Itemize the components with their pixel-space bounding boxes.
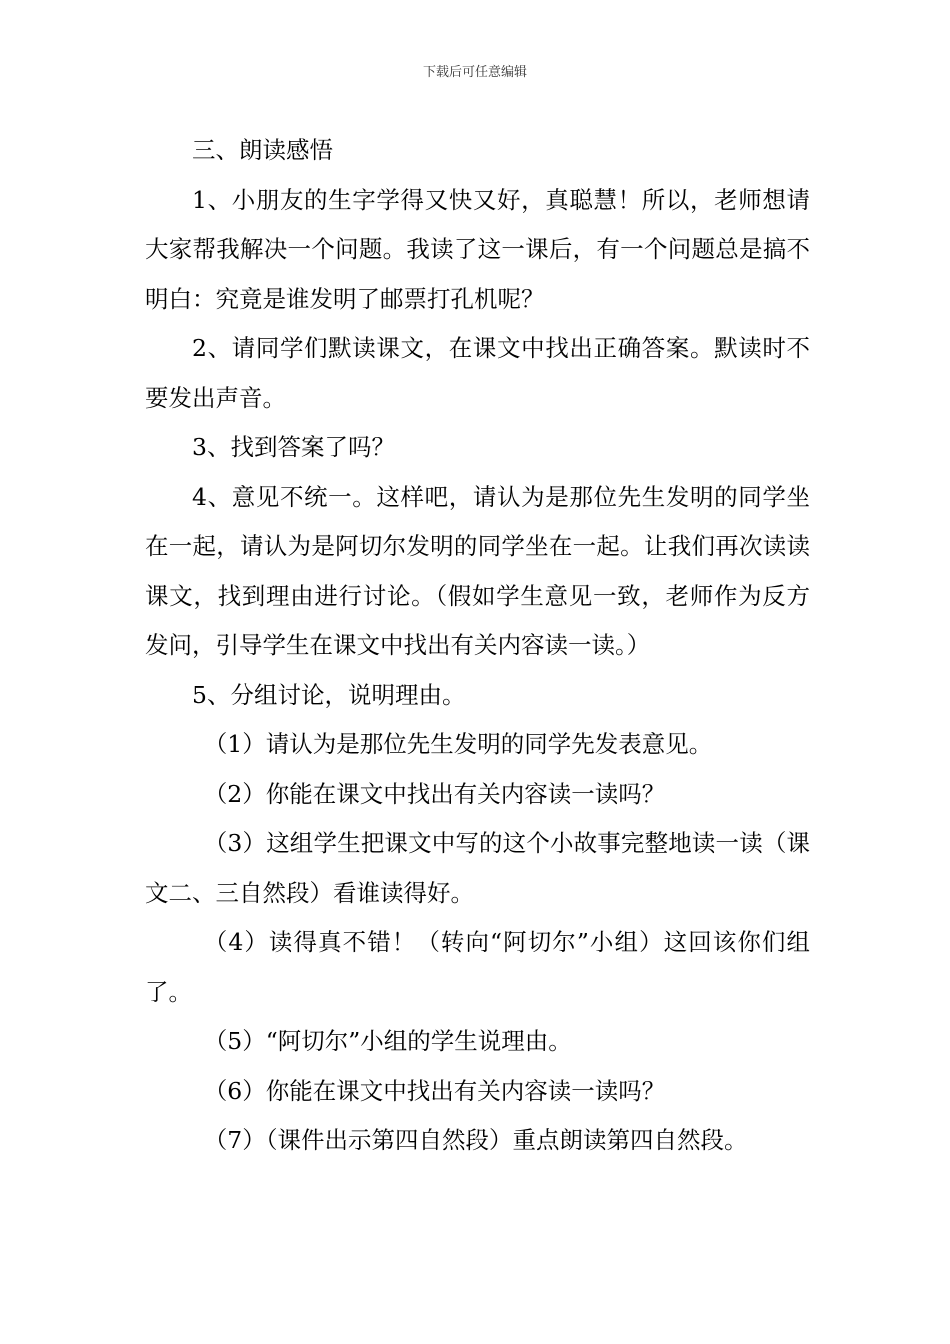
paragraph-step-1: 1、小朋友的生字学得又快又好，真聪慧！所以，老师想请大家帮我解决一个问题。我读了这一课后，有一个问题总是搞不明白：究竟是谁发明了邮票打孔机呢？ (145, 185, 810, 313)
paragraph-step-3: 3、找到答案了吗？ (192, 433, 395, 461)
document-body (145, 126, 810, 1166)
page-header-note: 下载后可任意编辑 (422, 65, 527, 80)
paragraph-step-5: 5、分组讨论，说明理由。 (192, 680, 466, 709)
sub-item-4: （4）读得真不错！（转向“阿切尔”小组）这回该你们组了。 (145, 928, 810, 1006)
sub-item-7: （7）（课件出示第四自然段）重点朗读第四自然段。 (203, 1126, 748, 1154)
paragraph-step-2: 2、请同学们默读课文，在课文中找出正确答案。默读时不要发出声音。 (145, 334, 810, 412)
paragraph-step-4: 4、意见不统一。这样吧，请认为是那位先生发明的同学坐在一起，请认为是阿切尔发明的同学坐在一起。让我们再次读读课文，找到理由进行讨论。（假如学生意见一致，老师作为反方发问，引导学生在课文中找出有关内容读一读。） (145, 482, 810, 659)
section-heading: 三、朗读感悟 (192, 136, 333, 164)
sub-item-5: （5）“阿切尔”小组的学生说理由。 (203, 1027, 572, 1055)
sub-item-3: （3）这组学生把课文中写的这个小故事完整地读一读（课文二、三自然段）看谁读得好。 (145, 829, 810, 907)
sub-item-6: （6）你能在课文中找出有关内容读一读吗？ (203, 1076, 666, 1105)
sub-item-2: （2）你能在课文中找出有关内容读一读吗？ (203, 779, 666, 808)
sub-item-1: （1）请认为是那位先生发明的同学先发表意见。 (203, 730, 713, 758)
